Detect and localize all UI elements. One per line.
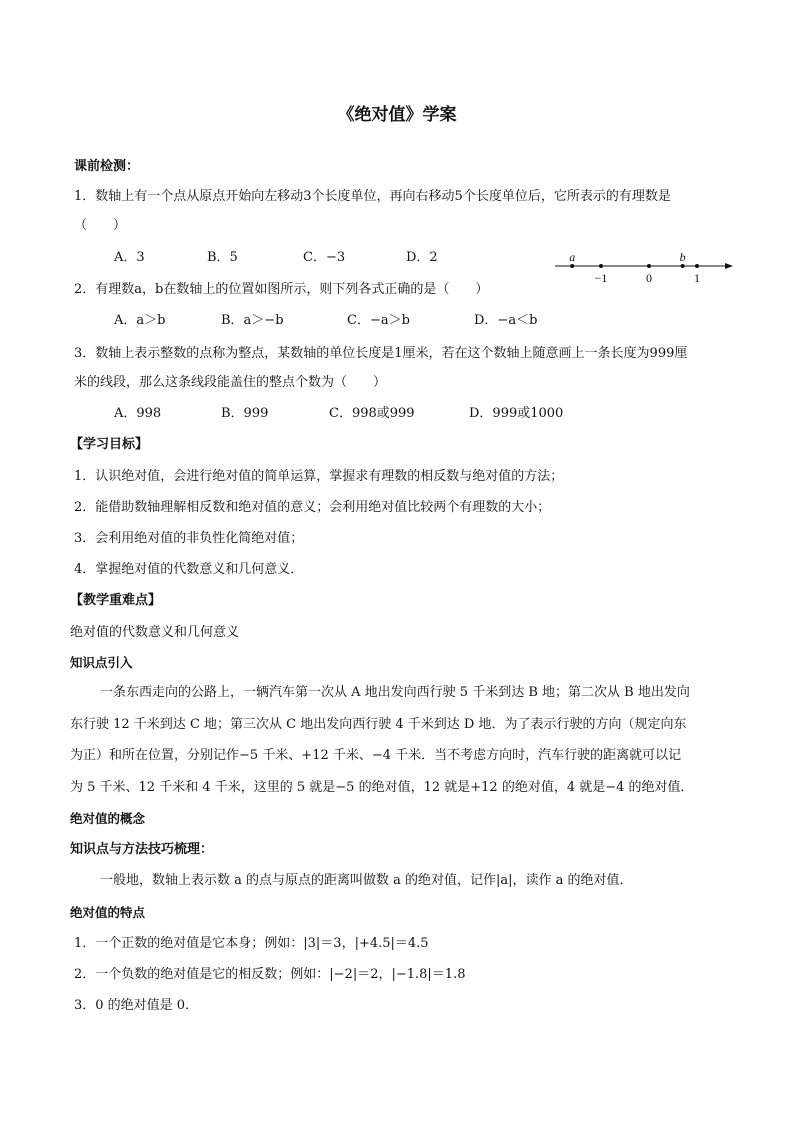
- q1-line1: 1．数轴上有一个点从原点开始向左移动3个长度单位，再向右移动5个长度单位后，它所表示的有理数是: [74, 189, 671, 204]
- goal-item: 4．掌握绝对值的代数意义和几何意义．: [74, 562, 304, 577]
- point-one: [695, 264, 699, 268]
- feature-item: 1．一个正数的绝对值是它本身；例如：|3|＝3，|+4.5|＝4.5: [74, 936, 429, 951]
- goal-item: 3．会利用绝对值的非负性化简绝对值；: [74, 531, 304, 546]
- pre-test-heading: 课前检测：: [74, 159, 140, 174]
- label-b: b: [679, 250, 686, 264]
- point-zero: [647, 264, 651, 268]
- q3-line1: 3．数轴上表示整数的点称为整点，某数轴的单位长度是1厘米，若在这个数轴上随意画上一条长度为999厘: [74, 346, 688, 361]
- feature-item: 2．一个负数的绝对值是它的相反数；例如：|−2|＝2，|−1.8|＝1.8: [74, 967, 466, 982]
- features-heading: 绝对值的特点: [70, 905, 146, 920]
- intro-line: 东行驶 12 千米到达 C 地；第三次从 C 地出发向西行驶 4 千米到达 D 地．为了表示行驶的方向（规定向东: [70, 717, 687, 732]
- point-b: [681, 264, 685, 268]
- number-line-svg: [555, 250, 735, 286]
- number-line-figure: [555, 250, 735, 286]
- point-minus-one: [599, 264, 603, 268]
- q3-option-b: B．999: [221, 406, 269, 421]
- point-a: [570, 264, 574, 268]
- intro-line: 为 5 千米、12 千米和 4 千米，这里的 5 就是−5 的绝对值，12 就是+12 的绝对值，4 就是−4 的绝对值．: [70, 780, 694, 795]
- q2-option-b: B．a＞−b: [221, 313, 284, 328]
- goals-heading: 【学习目标】: [70, 437, 149, 452]
- q1-option-a: A．3: [114, 250, 145, 265]
- q3-line2: 米的线段，那么这条线段能盖住的整点个数为（ ）: [74, 375, 387, 390]
- q2-option-c: C．−a＞b: [347, 313, 410, 328]
- goal-item: 2．能借助数轴理解相反数和绝对值的意义；会利用绝对值比较两个有理数的大小；: [74, 500, 551, 515]
- q1-option-c: C．−3: [303, 250, 346, 265]
- concept-text: 一般地，数轴上表示数 a 的点与原点的距离叫做数 a 的绝对值，记作|a|，读作 a 的绝对值．: [100, 873, 633, 888]
- q1-option-d: D．2: [406, 250, 438, 265]
- feature-item: 3．0 的绝对值是 0．: [74, 998, 199, 1013]
- key-points-heading: 【教学重难点】: [70, 593, 162, 608]
- tick-label-one: 1: [694, 271, 700, 285]
- concept-subheading: 知识点与方法技巧梳理：: [70, 842, 214, 857]
- q2-option-a: A．a＞b: [114, 313, 166, 328]
- goal-item: 1．认识绝对值，会进行绝对值的简单运算，掌握求有理数的相反数与绝对值的方法；: [74, 469, 564, 484]
- key-points-text: 绝对值的代数意义和几何意义: [70, 625, 240, 640]
- q3-option-c: C．998或999: [329, 406, 415, 421]
- q1-line2: （ ）: [74, 218, 127, 233]
- q1-option-b: B．5: [207, 250, 238, 265]
- tick-label-minus-one: −1: [594, 271, 608, 285]
- q2-option-d: D．−a＜b: [474, 313, 538, 328]
- concept-heading: 绝对值的概念: [70, 811, 146, 826]
- q3-option-d: D．999或1000: [469, 406, 564, 421]
- page-title: 《绝对值》学案: [337, 105, 457, 125]
- intro-line: 为正）和所在位置，分别记作−5 千米、+12 千米、−4 千米．当不考虑方向时，汽车行驶的距离就可以记: [70, 748, 682, 763]
- q3-option-a: A．998: [114, 406, 162, 421]
- number-line-arrow-icon: [725, 263, 733, 269]
- label-a: a: [569, 250, 576, 264]
- intro-heading: 知识点引入: [70, 655, 133, 670]
- q2-stem: 2．有理数a，b在数轴上的位置如图所示，则下列各式正确的是（ ）: [74, 282, 489, 297]
- tick-label-zero: 0: [646, 271, 652, 285]
- intro-line: 一条东西走向的公路上，一辆汽车第一次从 A 地出发向西行驶 5 千米到达 B 地；第二次从 B 地出发向: [100, 685, 690, 700]
